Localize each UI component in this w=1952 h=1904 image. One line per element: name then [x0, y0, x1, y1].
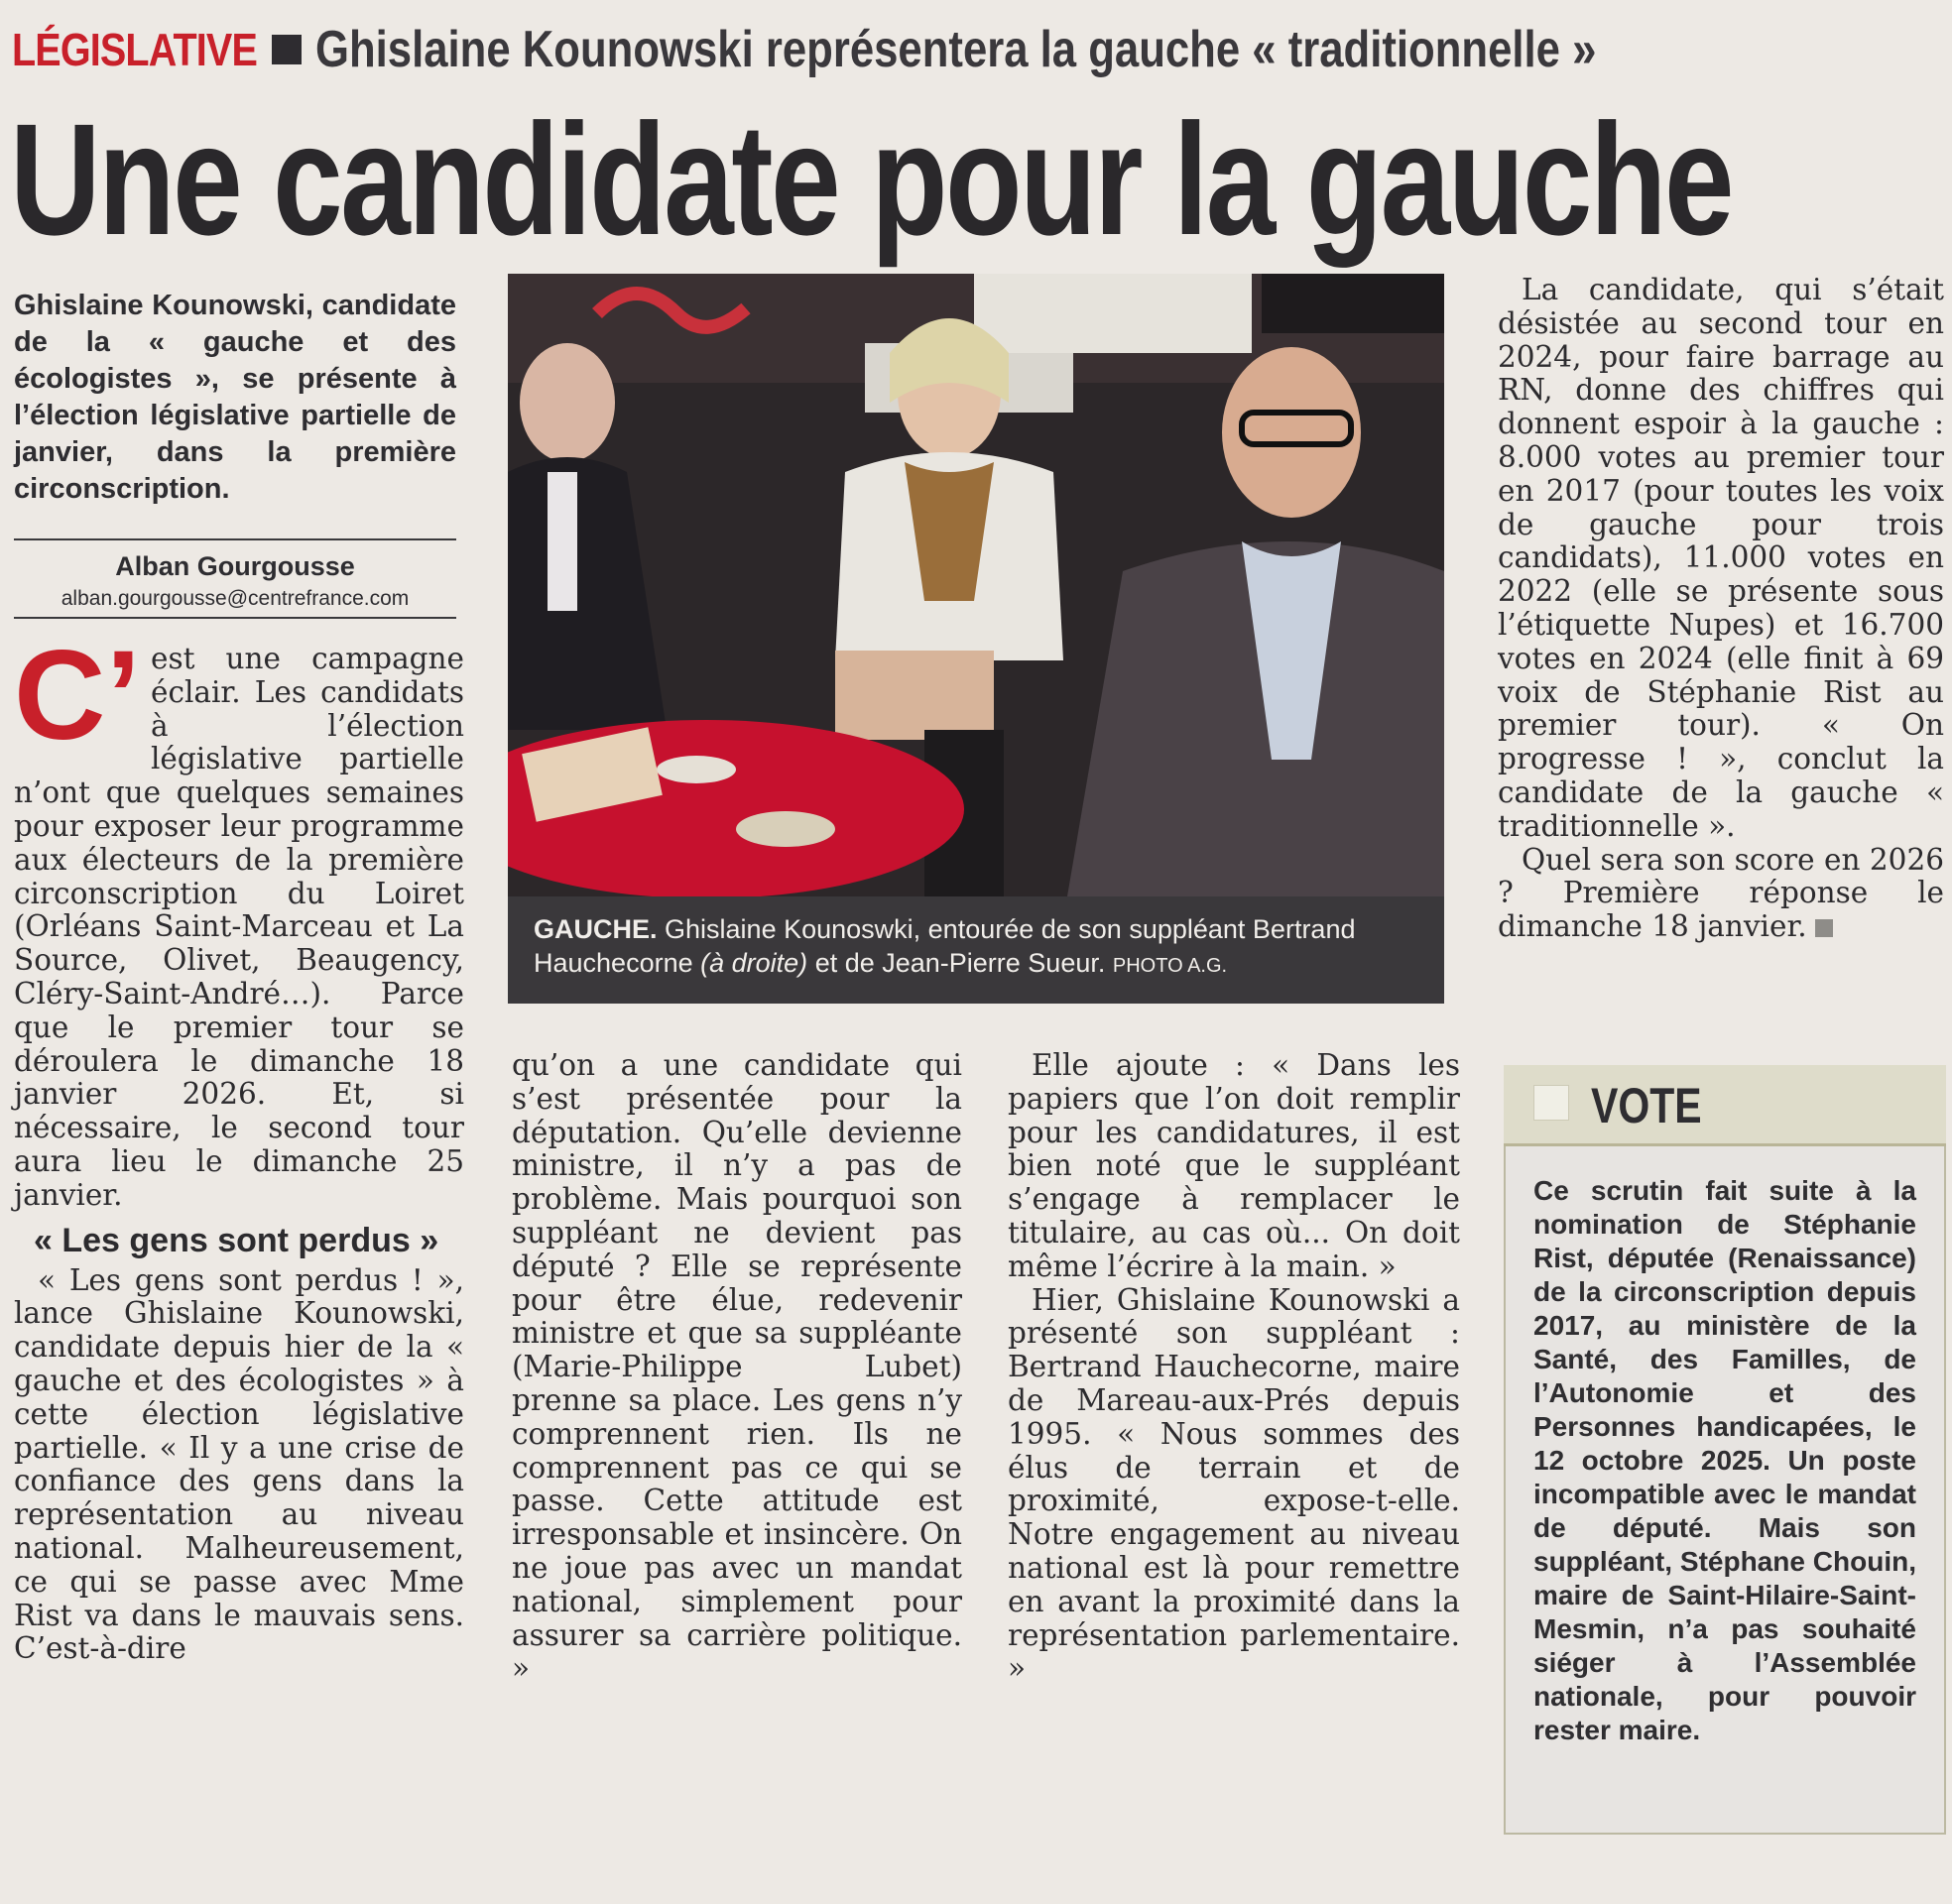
square-bullet-icon: [1533, 1085, 1569, 1121]
headline: Une candidate pour la gauche: [10, 90, 1733, 268]
standfirst: Ghislaine Kounowski, candidate de la « gauche et des écologistes », se présente à l’élection législative partielle de janvier, dans la première circonscription.: [14, 290, 456, 505]
caption-emphasis: (à droite): [700, 948, 808, 978]
vote-box-title: VOTE: [1591, 1078, 1702, 1133]
drop-cap: C’: [14, 625, 141, 767]
byline-rule-bottom: [14, 617, 456, 619]
article-photo: [508, 274, 1444, 896]
body-column-2: [512, 1049, 962, 1686]
paragraph: est une campagne éclair. Les candidats à l’élection législative partielle n’ont que quelques semaines pour exposer leur programme aux électeurs de la première circonscription du Loiret (Orléans Saint-Marceau et La Source, Olivet, Beaugency, Cléry-Saint-André…). Parce que le premier tour se déroulera le dimanche 18 janvier 2026. Et, si nécessaire, le second tour aura lieu le dimanche 25 janvier.: [14, 642, 464, 1212]
paragraph: Hier, Ghislaine Kounowski a présenté son suppléant : Bertrand Hauchecorne, maire de Mareau-aux-Prés depuis 1995. « Nous sommes des élus de terrain et de proximité, expose-t-elle. Notre engagement au niveau national est là pour remettre en avant la proximité dans la représentation parlementaire. »: [1008, 1282, 1460, 1686]
kicker-subtitle: Ghislaine Kounowski représentera la gauche « traditionnelle »: [315, 21, 1597, 78]
photo-credit: PHOTO A.G.: [1112, 955, 1228, 977]
square-bullet-icon: [272, 35, 302, 64]
closing-sentence: Quel sera son score en 2026 ? Première réponse le dimanche 18 janvier.: [1498, 842, 1944, 944]
section-tag: LÉGISLATIVE: [12, 24, 257, 75]
body-column-1: [14, 625, 464, 1666]
paragraph: qu’on a une candidate qui s’est présentée pour la députation. Qu’elle devienne ministre, il n’y a pas de problème. Mais pourquoi son suppléant ne devient pas député ? Elle se représente pour être élue, redevenir ministre et que sa suppléante (Marie-Philippe Lubet) prenne sa place. Les gens n’y comprennent rien. Ils ne comprennent pas ce qui se passe. Cette attitude est irresponsable et insincère. On ne joue pas avec un mandat national, simplement pour assurer sa carrière politique. »: [512, 1048, 962, 1686]
end-square-icon: [1815, 919, 1833, 937]
vote-box-header: [1504, 1065, 1946, 1146]
photo-caption: [508, 896, 1444, 1004]
intertitle: « Les gens sont perdus »: [34, 1221, 439, 1259]
paragraph: La candidate, qui s’était désistée au second tour en 2024, pour faire barrage au RN, donne des chiffres qui donnent espoir à la gauche : 8.000 votes au premier tour en 2017 (pour toutes les voix de gauche pour trois candidats), 11.000 votes en 2022 (elle se présente sous l’étiquette Nupes) et 16.700 votes en 2024 (elle finit à 69 voix de Stéphanie Rist au premier tour). « On progresse ! », conclut la candidate de la gauche « traditionnelle ».: [1498, 273, 1944, 843]
kicker: [12, 22, 1840, 77]
paragraph: « Les gens sont perdus ! », lance Ghislaine Kounowski, candidate depuis hier de la « gauche et des écologistes » à cette élection législative partielle. « Il y a une crise de confiance des gens dans la représentation au niveau national. Malheureusement, ce qui se passe avec Mme Rist va dans le mauvais sens. C’est-à-dire: [14, 1262, 464, 1666]
body-column-3: [1008, 1049, 1460, 1686]
byline-email: alban.gourgousse@centrefrance.com: [61, 587, 410, 610]
caption-text: Ghislaine Kounoswki, entourée de son suppléant Bertrand Hauchecorne: [534, 914, 1356, 978]
paragraph: Elle ajoute : « Dans les papiers que l’on doit remplir pour les candidatures, il est bien noté que le suppléant s’engage à remplacer le titulaire, au cas où... On doit même l’écrire à la main. »: [1008, 1048, 1460, 1283]
body-column-4: [1498, 274, 1944, 944]
caption-label: GAUCHE.: [534, 914, 658, 944]
caption-text-end: et de Jean-Pierre Sueur.: [814, 948, 1106, 978]
vote-box-text: Ce scrutin fait suite à la nomination de Stéphanie Rist, députée (Renaissance) de la circonscription depuis 2017, au ministère de la Santé, des Familles, de l’Autonomie et des Personnes handicapées, le 12 octobre 2025. Un poste incompatible avec le mandat de député. Mais son suppléant, Stéphane Chouin, maire de Saint-Hilaire-Saint-Mesmin, n’a pas souhaité siéger à l’Assemblée nationale, pour pouvoir rester maire.: [1533, 1175, 1916, 1745]
byline-author: Alban Gourgousse: [115, 551, 355, 581]
paragraph: [1498, 844, 1944, 944]
byline-rule-top: [14, 538, 456, 540]
